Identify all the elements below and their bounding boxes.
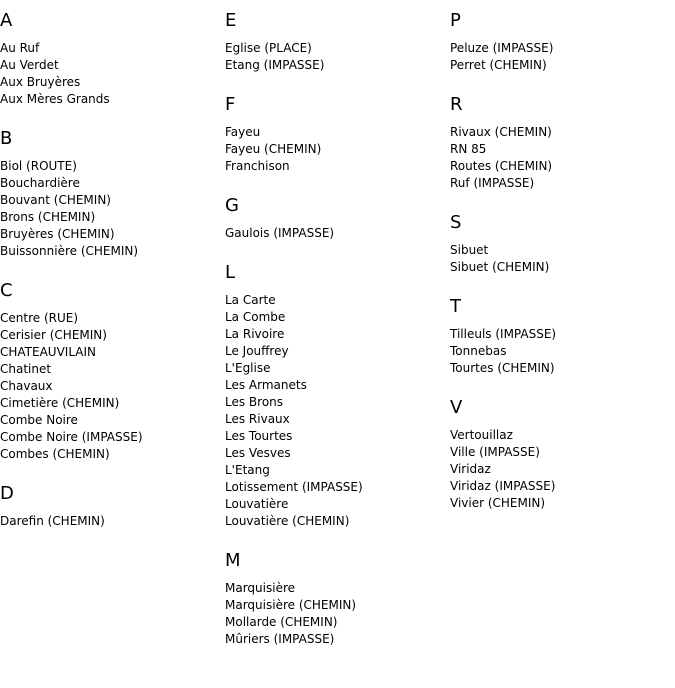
letter-group bbox=[225, 262, 445, 530]
street-list bbox=[225, 124, 445, 175]
letter-heading: T bbox=[450, 296, 461, 317]
letter-group bbox=[225, 94, 445, 175]
column-2 bbox=[225, 10, 445, 668]
street-name: Cimetière (CHEMIN) bbox=[0, 396, 120, 410]
street-name: La Combe bbox=[225, 310, 286, 324]
letter-heading: G bbox=[225, 195, 239, 216]
letter-heading: P bbox=[450, 10, 461, 31]
letter-heading: A bbox=[0, 10, 13, 31]
street-name: Eglise (PLACE) bbox=[225, 41, 312, 55]
street-name: Bouchardière bbox=[0, 176, 80, 190]
street-name: Combe Noire bbox=[0, 413, 78, 427]
street-name: Peluze (IMPASSE) bbox=[450, 41, 554, 55]
street-name: CHATEAUVILAIN bbox=[0, 345, 97, 359]
street-name: Fayeu (CHEMIN) bbox=[225, 142, 322, 156]
street-name: Mollarde (CHEMIN) bbox=[225, 615, 338, 629]
letter-heading: M bbox=[225, 550, 241, 571]
letter-group bbox=[0, 128, 220, 260]
street-list bbox=[0, 310, 220, 463]
street-name: Viridaz (IMPASSE) bbox=[450, 479, 556, 493]
street-name: Les Vesves bbox=[225, 446, 291, 460]
letter-group bbox=[0, 10, 220, 108]
column-1 bbox=[0, 10, 220, 550]
street-name: Louvatière bbox=[225, 497, 289, 511]
street-name: Biol (ROUTE) bbox=[0, 159, 77, 173]
street-name: Cerisier (CHEMIN) bbox=[0, 328, 107, 342]
street-name: Lotissement (IMPASSE) bbox=[225, 480, 363, 494]
street-name: Ruf (IMPASSE) bbox=[450, 176, 535, 190]
street-name: Les Tourtes bbox=[225, 429, 293, 443]
street-name: Gaulois (IMPASSE) bbox=[225, 226, 335, 240]
street-name: Les Armanets bbox=[225, 378, 307, 392]
street-name: Centre (RUE) bbox=[0, 311, 79, 325]
street-name: Mûriers (IMPASSE) bbox=[225, 632, 335, 646]
street-list bbox=[0, 158, 220, 260]
street-name: Tourtes (CHEMIN) bbox=[450, 361, 555, 375]
street-list bbox=[450, 427, 670, 512]
street-name: Sibuet (CHEMIN) bbox=[450, 260, 550, 274]
street-name: Perret (CHEMIN) bbox=[450, 58, 547, 72]
street-name: Bouvant (CHEMIN) bbox=[0, 193, 111, 207]
street-name: Bruyères (CHEMIN) bbox=[0, 227, 115, 241]
street-name: Ville (IMPASSE) bbox=[450, 445, 540, 459]
letter-heading: E bbox=[225, 10, 237, 31]
letter-heading: S bbox=[450, 212, 462, 233]
street-name: Chatinet bbox=[0, 362, 52, 376]
letter-group bbox=[450, 397, 670, 512]
street-list bbox=[225, 40, 445, 74]
street-list bbox=[225, 225, 445, 242]
street-name: Vivier (CHEMIN) bbox=[450, 496, 546, 510]
letter-group bbox=[225, 10, 445, 74]
street-name: Brons (CHEMIN) bbox=[0, 210, 96, 224]
street-name: Vertouillaz bbox=[450, 428, 513, 442]
street-name: Marquisière bbox=[225, 581, 296, 595]
letter-heading: V bbox=[450, 397, 463, 418]
letter-heading: B bbox=[0, 128, 13, 149]
street-name: Franchison bbox=[225, 159, 290, 173]
letter-heading: F bbox=[225, 94, 236, 115]
street-name: Etang (IMPASSE) bbox=[225, 58, 325, 72]
street-name: Tonnebas bbox=[450, 344, 507, 358]
letter-group bbox=[450, 10, 670, 74]
street-list bbox=[225, 292, 445, 530]
street-name: L'Etang bbox=[225, 463, 270, 477]
street-name: Au Ruf bbox=[0, 41, 40, 55]
street-name: Viridaz bbox=[450, 462, 491, 476]
street-list bbox=[450, 326, 670, 377]
street-name: Aux Bruyères bbox=[0, 75, 81, 89]
street-name: Fayeu bbox=[225, 125, 261, 139]
street-name: Buissonnière (CHEMIN) bbox=[0, 244, 139, 258]
street-name: Combes (CHEMIN) bbox=[0, 447, 110, 461]
letter-group bbox=[450, 296, 670, 377]
street-list bbox=[450, 40, 670, 74]
street-name: Les Brons bbox=[225, 395, 284, 409]
street-name: Combe Noire (IMPASSE) bbox=[0, 430, 143, 444]
street-name: Darefin (CHEMIN) bbox=[0, 514, 105, 528]
letter-group bbox=[225, 195, 445, 242]
street-name: La Carte bbox=[225, 293, 276, 307]
letter-group bbox=[0, 280, 220, 463]
letter-group bbox=[225, 550, 445, 648]
street-name: Routes (CHEMIN) bbox=[450, 159, 553, 173]
street-name: Sibuet bbox=[450, 243, 489, 257]
street-name: Au Verdet bbox=[0, 58, 59, 72]
street-name: Marquisière (CHEMIN) bbox=[225, 598, 357, 612]
street-name: Aux Mères Grands bbox=[0, 92, 110, 106]
street-name: La Rivoire bbox=[225, 327, 285, 341]
street-name: L'Eglise bbox=[225, 361, 271, 375]
street-name: Le Jouffrey bbox=[225, 344, 289, 358]
street-list bbox=[450, 242, 670, 276]
street-name: RN 85 bbox=[450, 142, 487, 156]
street-list bbox=[0, 513, 220, 530]
street-name: Rivaux (CHEMIN) bbox=[450, 125, 552, 139]
street-name: Tilleuls (IMPASSE) bbox=[450, 327, 557, 341]
column-3 bbox=[450, 10, 670, 532]
street-name: Les Rivaux bbox=[225, 412, 290, 426]
letter-heading: L bbox=[225, 262, 236, 283]
letter-heading: D bbox=[0, 483, 14, 504]
street-name: Chavaux bbox=[0, 379, 53, 393]
letter-heading: R bbox=[450, 94, 463, 115]
letter-group bbox=[450, 94, 670, 192]
street-list bbox=[0, 40, 220, 108]
street-name: Louvatière (CHEMIN) bbox=[225, 514, 350, 528]
street-list bbox=[450, 124, 670, 192]
letter-group bbox=[0, 483, 220, 530]
street-list bbox=[225, 580, 445, 648]
letter-heading: C bbox=[0, 280, 13, 301]
letter-group bbox=[450, 212, 670, 276]
